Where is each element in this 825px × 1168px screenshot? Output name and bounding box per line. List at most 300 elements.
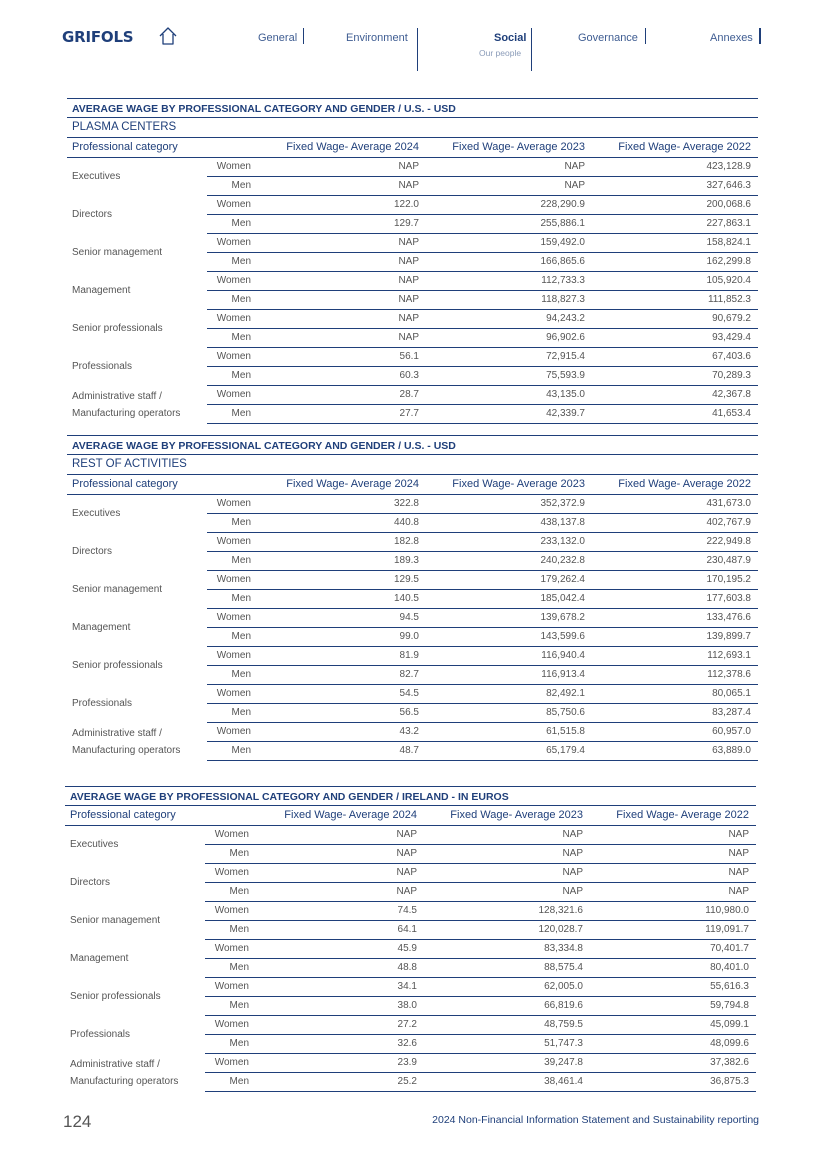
value-cell: 228,290.9 [540, 199, 585, 210]
category-group [67, 723, 758, 761]
nav-social[interactable]: Social [494, 32, 527, 44]
value-cell: 128,321.6 [538, 905, 583, 916]
category-name: Senior professionals [72, 323, 163, 334]
value-cell: 116,940.4 [541, 650, 585, 661]
value-cell: NAP [398, 256, 419, 267]
category-group [65, 864, 756, 902]
value-cell: 111,852.3 [707, 294, 751, 305]
value-cell: 112,693.1 [707, 650, 751, 661]
table-row [207, 571, 758, 590]
gender-cell: Women [214, 867, 249, 878]
gender-cell: Men [231, 294, 251, 305]
category-group [67, 234, 758, 272]
category-group [67, 495, 758, 533]
value-cell: 170,195.2 [706, 574, 751, 585]
table-row [205, 978, 756, 997]
table-subtitle: PLASMA CENTERS [67, 118, 758, 138]
gender-cell: Men [229, 1038, 249, 1049]
value-cell: 39,247.8 [544, 1057, 583, 1068]
category-group [65, 1054, 756, 1092]
value-cell: 129.7 [393, 218, 419, 229]
value-cell: 90,679.2 [712, 313, 751, 324]
gender-cell: Men [229, 962, 249, 973]
category-name: Management [70, 953, 129, 964]
nav-annexes[interactable]: Annexes [710, 32, 753, 44]
value-cell: 61,515.8 [546, 726, 585, 737]
table-row [207, 310, 758, 329]
value-cell: 94.5 [399, 612, 419, 623]
nav-environment[interactable]: Environment [346, 32, 408, 44]
nav-divider [417, 28, 418, 71]
table-row [205, 826, 756, 845]
category-name-line2: Manufacturing operators [70, 1075, 179, 1087]
home-icon[interactable] [158, 26, 178, 46]
table-row [207, 177, 758, 196]
page-number: 124 [63, 1112, 92, 1131]
gender-cell: Men [231, 180, 251, 191]
value-cell: 41,653.4 [712, 408, 751, 419]
value-cell: NAP [396, 867, 417, 878]
value-cell: 43,135.0 [546, 389, 585, 400]
category-label [72, 234, 162, 271]
category-name-line2: Manufacturing operators [72, 407, 181, 419]
table-row [207, 272, 758, 291]
gender-cell: Men [231, 370, 251, 381]
gender-cell: Men [229, 848, 249, 859]
value-cell: 133,476.6 [706, 612, 751, 623]
category-label [72, 723, 180, 760]
table-row [205, 1035, 756, 1054]
value-cell: 28.7 [399, 389, 419, 400]
table-row [205, 997, 756, 1016]
category-group [67, 348, 758, 386]
header-2022: Fixed Wage- Average 2022 [618, 141, 751, 153]
table-header [67, 138, 758, 158]
category-name: Executives [72, 508, 121, 519]
nav-general[interactable]: General [258, 32, 298, 44]
gender-cell: Women [214, 1057, 249, 1068]
value-cell: 70,401.7 [710, 943, 749, 954]
value-cell: NAP [728, 829, 749, 840]
table-header [65, 806, 756, 826]
value-cell: 227,863.1 [706, 218, 751, 229]
value-cell: 48,759.5 [544, 1019, 583, 1030]
value-cell: NAP [728, 867, 749, 878]
gender-cell: Women [216, 275, 251, 286]
category-name: Management [72, 622, 131, 633]
value-cell: 32.6 [397, 1038, 417, 1049]
table-row [207, 405, 758, 424]
category-group [67, 272, 758, 310]
category-group [67, 533, 758, 571]
category-name-line2: Manufacturing operators [72, 744, 181, 756]
category-label [72, 533, 112, 570]
table-row [207, 590, 758, 609]
value-cell: 110,980.0 [705, 905, 749, 916]
table-subtitle: REST OF ACTIVITIES [67, 455, 758, 475]
gender-cell: Men [231, 555, 251, 566]
header-2024: Fixed Wage- Average 2024 [286, 141, 419, 153]
category-group [65, 978, 756, 1016]
category-label [72, 348, 132, 385]
category-label [70, 1016, 130, 1053]
table-title: AVERAGE WAGE BY PROFESSIONAL CATEGORY AND GENDER / U.S. - USD [67, 435, 758, 455]
value-cell: NAP [562, 886, 583, 897]
value-cell: 83,334.8 [544, 943, 583, 954]
table-row [205, 864, 756, 883]
value-cell: 200,068.6 [706, 199, 751, 210]
value-cell: NAP [564, 161, 585, 172]
table-row [207, 552, 758, 571]
category-name: Senior management [72, 247, 163, 258]
category-label [72, 609, 130, 646]
table-row [205, 1016, 756, 1035]
category-label [70, 1054, 178, 1091]
header-2022: Fixed Wage- Average 2022 [618, 478, 751, 490]
value-cell: 81.9 [399, 650, 419, 661]
value-cell: 162,299.8 [706, 256, 751, 267]
table-row [207, 609, 758, 628]
value-cell: 139,899.7 [706, 631, 751, 642]
value-cell: 65,179.4 [546, 745, 585, 756]
gender-cell: Women [214, 943, 249, 954]
value-cell: 42,367.8 [712, 389, 751, 400]
value-cell: 38.0 [397, 1000, 417, 1011]
category-name: Directors [72, 546, 113, 557]
category-group [67, 158, 758, 196]
gender-cell: Men [231, 631, 251, 642]
gender-cell: Men [229, 1076, 249, 1087]
value-cell: 85,750.6 [546, 707, 585, 718]
gender-cell: Men [229, 886, 249, 897]
value-cell: 34.1 [397, 981, 417, 992]
value-cell: 119,091.7 [705, 924, 749, 935]
header-category: Professional category [70, 809, 176, 821]
category-label [70, 940, 128, 977]
category-label [72, 310, 163, 347]
value-cell: 63,889.0 [712, 745, 751, 756]
gender-cell: Women [216, 389, 251, 400]
table-row [205, 1054, 756, 1073]
table-row [207, 348, 758, 367]
value-cell: 240,232.8 [540, 555, 585, 566]
table-row [207, 215, 758, 234]
header-2024: Fixed Wage- Average 2024 [286, 478, 419, 490]
value-cell: 70,289.3 [712, 370, 751, 381]
table-row [207, 196, 758, 215]
category-label [72, 158, 120, 195]
gender-cell: Women [216, 199, 251, 210]
gender-cell: Men [231, 408, 251, 419]
category-group [65, 1016, 756, 1054]
table-title: AVERAGE WAGE BY PROFESSIONAL CATEGORY AND GENDER / IRELAND - IN EUROS [65, 786, 756, 806]
value-cell: 45,099.1 [710, 1019, 749, 1030]
category-group [67, 310, 758, 348]
value-cell: 440.8 [393, 517, 419, 528]
table-row [207, 495, 758, 514]
category-group [65, 902, 756, 940]
category-label [72, 386, 180, 423]
value-cell: 23.9 [397, 1057, 417, 1068]
value-cell: 182.8 [393, 536, 419, 547]
category-name: Senior professionals [72, 660, 163, 671]
value-cell: 438,137.8 [540, 517, 585, 528]
value-cell: 48,099.6 [710, 1038, 749, 1049]
gender-cell: Women [214, 981, 249, 992]
table-row [207, 329, 758, 348]
category-name: Senior management [72, 584, 163, 595]
value-cell: 37,382.6 [710, 1057, 749, 1068]
nav-governance[interactable]: Governance [578, 32, 638, 44]
value-cell: 352,372.9 [540, 498, 585, 509]
category-label [72, 571, 162, 608]
header-2023: Fixed Wage- Average 2023 [452, 478, 585, 490]
table-row [207, 533, 758, 552]
value-cell: NAP [398, 161, 419, 172]
value-cell: 54.5 [399, 688, 419, 699]
value-cell: 222,949.8 [706, 536, 751, 547]
table-body [67, 158, 758, 424]
category-label [70, 978, 161, 1015]
gender-cell: Women [216, 161, 251, 172]
table-row [207, 666, 758, 685]
value-cell: 83,287.4 [712, 707, 751, 718]
table-row [207, 367, 758, 386]
table-row [207, 628, 758, 647]
value-cell: 327,646.3 [706, 180, 751, 191]
table-header [67, 475, 758, 495]
category-name: Administrative staff / [70, 1058, 160, 1070]
wage-table-us-plasma [67, 98, 758, 424]
gender-cell: Women [214, 905, 249, 916]
gender-cell: Women [216, 650, 251, 661]
category-group [67, 609, 758, 647]
wage-table-us-rest [67, 435, 758, 761]
value-cell: 112,733.3 [541, 275, 585, 286]
value-cell: NAP [728, 848, 749, 859]
header-2024: Fixed Wage- Average 2024 [284, 809, 417, 821]
category-group [65, 940, 756, 978]
value-cell: NAP [564, 180, 585, 191]
value-cell: 80,065.1 [712, 688, 751, 699]
value-cell: NAP [396, 829, 417, 840]
value-cell: 94,243.2 [546, 313, 585, 324]
value-cell: 116,913.4 [541, 669, 585, 680]
category-name: Professionals [70, 1029, 131, 1040]
table-row [205, 902, 756, 921]
grifols-logo[interactable]: GRIFOLS [62, 28, 134, 46]
category-group [67, 685, 758, 723]
table-body [67, 495, 758, 761]
value-cell: 48.7 [399, 745, 419, 756]
category-group [65, 826, 756, 864]
table-row [207, 291, 758, 310]
value-cell: 62,005.0 [544, 981, 583, 992]
table-row [207, 514, 758, 533]
category-label [70, 864, 110, 901]
value-cell: NAP [396, 848, 417, 859]
category-name: Executives [70, 839, 119, 850]
gender-cell: Men [231, 707, 251, 718]
value-cell: 166,865.6 [540, 256, 585, 267]
value-cell: NAP [562, 867, 583, 878]
value-cell: 82,492.1 [546, 688, 585, 699]
value-cell: 51,747.3 [544, 1038, 583, 1049]
value-cell: 112,378.6 [707, 669, 751, 680]
category-name: Senior professionals [70, 991, 161, 1002]
table-body [65, 826, 756, 1092]
header-category: Professional category [72, 141, 178, 153]
header-2023: Fixed Wage- Average 2023 [450, 809, 583, 821]
nav-divider [645, 28, 646, 44]
category-name: Administrative staff / [72, 390, 162, 402]
gender-cell: Men [231, 332, 251, 343]
value-cell: 139,678.2 [540, 612, 585, 623]
table-row [207, 742, 758, 761]
value-cell: 75,593.9 [546, 370, 585, 381]
value-cell: 230,487.9 [706, 555, 751, 566]
table-row [207, 158, 758, 177]
value-cell: 74.5 [397, 905, 417, 916]
table-row [207, 723, 758, 742]
value-cell: 88,575.4 [544, 962, 583, 973]
value-cell: NAP [562, 829, 583, 840]
value-cell: 55,616.3 [710, 981, 749, 992]
value-cell: 99.0 [399, 631, 419, 642]
gender-cell: Men [231, 218, 251, 229]
gender-cell: Women [216, 536, 251, 547]
value-cell: 179,262.4 [540, 574, 585, 585]
value-cell: 60,957.0 [712, 726, 751, 737]
gender-cell: Men [231, 517, 251, 528]
table-row [207, 647, 758, 666]
value-cell: NAP [398, 332, 419, 343]
category-name: Professionals [72, 361, 133, 372]
category-name: Professionals [72, 698, 133, 709]
gender-cell: Men [229, 1000, 249, 1011]
category-label [72, 196, 112, 233]
value-cell: 56.5 [399, 707, 419, 718]
gender-cell: Men [229, 924, 249, 935]
value-cell: 27.2 [397, 1019, 417, 1030]
gender-cell: Women [216, 498, 251, 509]
value-cell: 189.3 [393, 555, 419, 566]
gender-cell: Women [216, 612, 251, 623]
value-cell: 158,824.1 [706, 237, 751, 248]
value-cell: 105,920.4 [706, 275, 751, 286]
table-row [207, 253, 758, 272]
value-cell: 59,794.8 [710, 1000, 749, 1011]
gender-cell: Women [214, 829, 249, 840]
value-cell: 38,461.4 [544, 1076, 583, 1087]
category-name: Senior management [70, 915, 161, 926]
gender-cell: Women [216, 237, 251, 248]
value-cell: 93,429.4 [712, 332, 751, 343]
wage-table-ireland [65, 786, 756, 1092]
value-cell: NAP [562, 848, 583, 859]
table-row [205, 959, 756, 978]
category-label [72, 647, 163, 684]
gender-cell: Women [216, 574, 251, 585]
value-cell: 402,767.9 [706, 517, 751, 528]
category-label [72, 272, 130, 309]
value-cell: 64.1 [397, 924, 417, 935]
value-cell: 233,132.0 [540, 536, 585, 547]
header-2023: Fixed Wage- Average 2023 [452, 141, 585, 153]
gender-cell: Women [216, 313, 251, 324]
nav-divider [531, 28, 532, 71]
category-group [67, 386, 758, 424]
table-row [205, 1073, 756, 1092]
category-label [72, 495, 120, 532]
header-2022: Fixed Wage- Average 2022 [616, 809, 749, 821]
value-cell: 431,673.0 [706, 498, 751, 509]
value-cell: 177,603.8 [706, 593, 751, 604]
gender-cell: Women [216, 351, 251, 362]
value-cell: 82.7 [399, 669, 419, 680]
value-cell: 27.7 [399, 408, 419, 419]
value-cell: 48.8 [397, 962, 417, 973]
value-cell: 43.2 [399, 726, 419, 737]
value-cell: NAP [396, 886, 417, 897]
value-cell: 185,042.4 [540, 593, 585, 604]
value-cell: 140.5 [393, 593, 419, 604]
table-row [207, 386, 758, 405]
category-label [70, 826, 118, 863]
category-group [67, 196, 758, 234]
value-cell: 120,028.7 [538, 924, 583, 935]
value-cell: 36,875.3 [710, 1076, 749, 1087]
value-cell: NAP [398, 180, 419, 191]
gender-cell: Men [231, 256, 251, 267]
value-cell: 143,599.6 [540, 631, 585, 642]
category-group [67, 571, 758, 609]
value-cell: 322.8 [393, 498, 419, 509]
category-label [70, 902, 160, 939]
value-cell: 72,915.4 [546, 351, 585, 362]
gender-cell: Men [231, 669, 251, 680]
value-cell: 66,819.6 [544, 1000, 583, 1011]
value-cell: 80,401.0 [710, 962, 749, 973]
value-cell: 25.2 [397, 1076, 417, 1087]
table-title: AVERAGE WAGE BY PROFESSIONAL CATEGORY AND GENDER / U.S. - USD [67, 98, 758, 118]
nav-divider [303, 28, 304, 44]
value-cell: 96,902.6 [546, 332, 585, 343]
value-cell: 129.5 [393, 574, 419, 585]
category-label [72, 685, 132, 722]
table-row [207, 685, 758, 704]
table-row [205, 940, 756, 959]
value-cell: 67,403.6 [712, 351, 751, 362]
category-name: Directors [70, 877, 111, 888]
value-cell: 159,492.0 [540, 237, 585, 248]
footer-title: 2024 Non-Financial Information Statement and Sustainability reporting [432, 1114, 759, 1126]
category-group [67, 647, 758, 685]
value-cell: NAP [398, 313, 419, 324]
value-cell: NAP [398, 275, 419, 286]
gender-cell: Women [216, 726, 251, 737]
value-cell: 60.3 [399, 370, 419, 381]
table-row [205, 883, 756, 902]
gender-cell: Men [231, 593, 251, 604]
gender-cell: Women [216, 688, 251, 699]
table-row [205, 921, 756, 940]
value-cell: 118,827.3 [541, 294, 585, 305]
value-cell: NAP [728, 886, 749, 897]
table-row [205, 845, 756, 864]
nav-social-subsection[interactable]: Our people [479, 48, 522, 58]
value-cell: 42,339.7 [546, 408, 585, 419]
